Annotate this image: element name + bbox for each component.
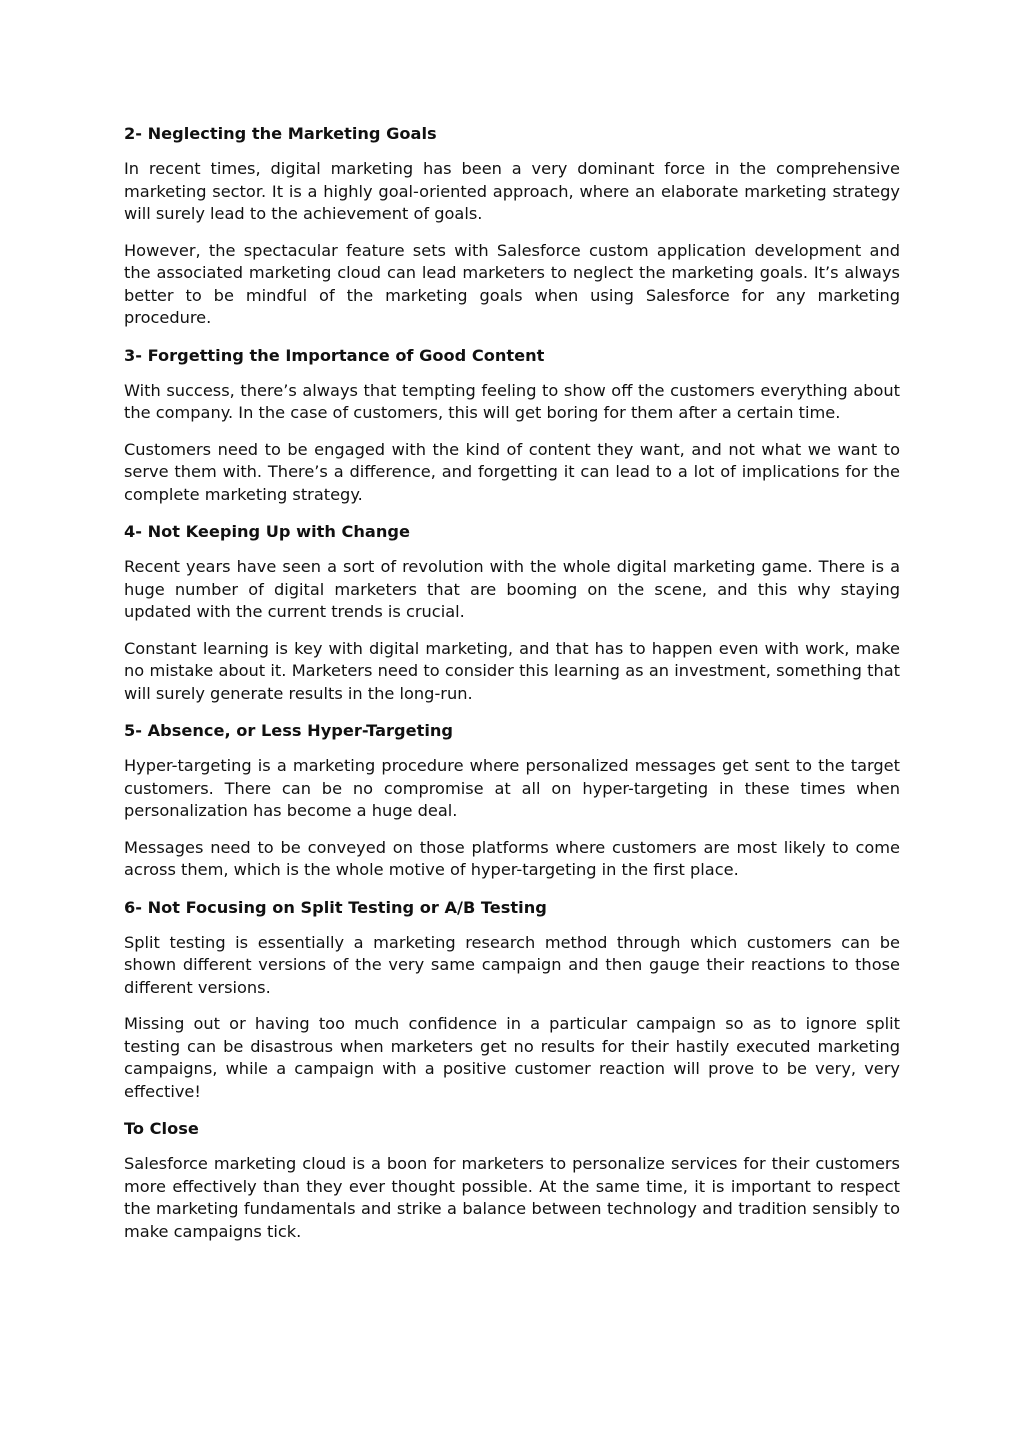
section-good-content bbox=[124, 344, 900, 507]
paragraph: However, the spectacular feature sets with Salesforce custom application development and the associated marketing cloud can lead marketers to neglect the marketing goals. It’s always better to be mindful of the marketing goals when using Salesforce for any marketing procedure. bbox=[124, 240, 900, 327]
paragraph: Split testing is essentially a marketing research method through which customers can be shown different versions of the very same campaign and then gauge their reactions to those different versions. bbox=[124, 932, 900, 997]
paragraph: Missing out or having too much confidence in a particular campaign so as to ignore split testing can be disastrous when marketers get no results for their hastily executed marketing campaigns, while a campaign with a positive customer reaction will prove to be very, very effective! bbox=[124, 1014, 900, 1101]
paragraph: Customers need to be engaged with the kind of content they want, and not what we want to serve them with. There’s a difference, and forgetting it can lead to a lot of implications for the complete marketing strategy. bbox=[124, 439, 900, 504]
section-heading: 3- Forgetting the Importance of Good Content bbox=[124, 345, 545, 365]
section-heading: 5- Absence, or Less Hyper-Targeting bbox=[124, 721, 453, 740]
paragraph: In recent times, digital marketing has been a very dominant force in the comprehensive marketing sector. It is a highly goal-oriented approach, where an elaborate marketing strategy will surely lead to the achievement of goals. bbox=[124, 159, 900, 223]
paragraph: Salesforce marketing cloud is a boon for marketers to personalize services for their customers more effectively than they ever thought possible. At the same time, it is important to respect the marketing fundamentals and strike a balance between technology and tradition sensibly to make campaigns tick. bbox=[124, 1154, 900, 1241]
paragraph: With success, there’s always that tempting feeling to show off the customers everything about the company. In the case of customers, this will get boring for them after a certain time. bbox=[124, 380, 900, 422]
section-neglecting-goals bbox=[124, 122, 900, 330]
document-page bbox=[124, 122, 900, 1257]
section-heading: 6- Not Focusing on Split Testing or A/B Testing bbox=[124, 897, 547, 917]
paragraph: Recent years have seen a sort of revolution with the whole digital marketing game. There is a huge number of digital marketers that are booming on the scene, and this why staying updated with the current trends is crucial. bbox=[124, 557, 900, 621]
paragraph: Hyper-targeting is a marketing procedure where personalized messages get sent to the target customers. There can be no compromise at all on hyper-targeting in these times when personalization has become a huge deal. bbox=[124, 756, 900, 820]
section-split-testing bbox=[124, 896, 900, 1104]
paragraph: Constant learning is key with digital marketing, and that has to happen even with work, make no mistake about it. Marketers need to consider this learning as an investment, something that will surely generate results in the long-run. bbox=[124, 638, 900, 703]
section-hyper-targeting bbox=[124, 719, 900, 882]
section-keeping-up-with-change bbox=[124, 520, 900, 705]
section-to-close bbox=[124, 1117, 900, 1243]
section-heading: 2- Neglecting the Marketing Goals bbox=[124, 124, 437, 143]
paragraph: Messages need to be conveyed on those platforms where customers are most likely to come across them, which is the whole motive of hyper-targeting in the first place. bbox=[124, 837, 900, 879]
section-heading: 4- Not Keeping Up with Change bbox=[124, 522, 410, 541]
section-heading: To Close bbox=[124, 1119, 199, 1138]
